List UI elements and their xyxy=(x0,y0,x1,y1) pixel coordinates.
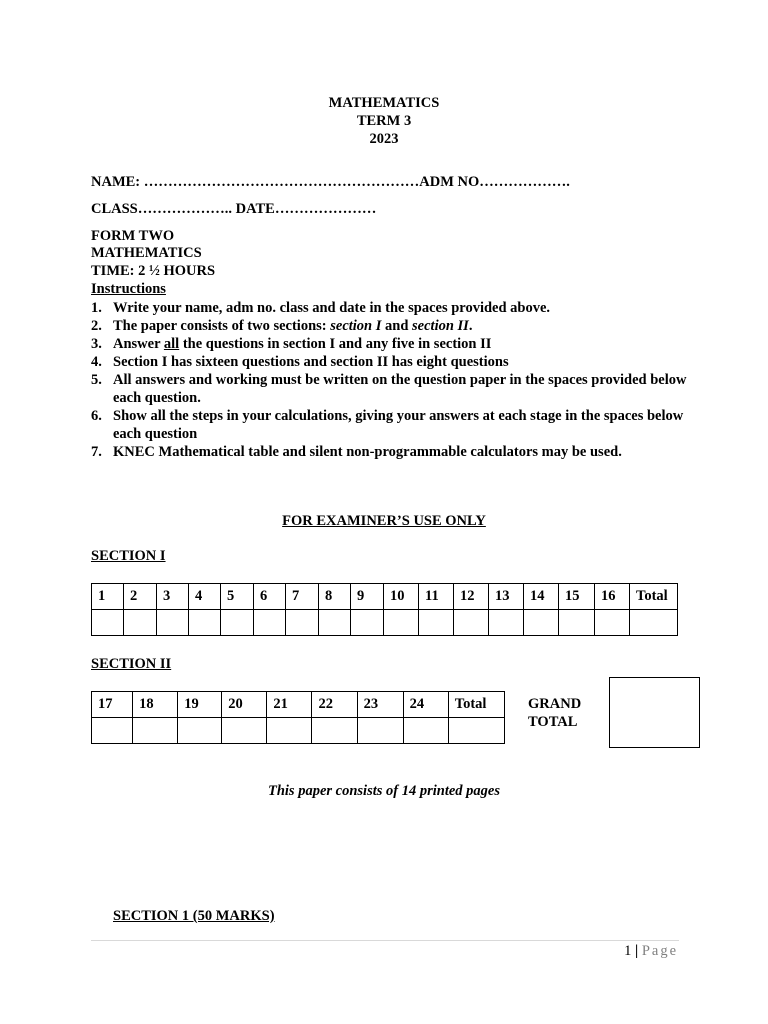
section1-score-cell xyxy=(595,610,630,636)
instruction-number: 1. xyxy=(91,300,102,316)
section2-score-row xyxy=(92,718,505,744)
section1-score-row xyxy=(92,610,678,636)
grand-total-box xyxy=(609,677,700,748)
instruction-text: KNEC Mathematical table and silent non-programmable calculators may be used. xyxy=(113,444,622,460)
section2-header-cell: 21 xyxy=(267,692,312,718)
section1-header-cell: 2 xyxy=(124,584,157,610)
section2-score-table xyxy=(91,691,505,744)
section1-header-cell: 3 xyxy=(157,584,189,610)
section1-score-cell xyxy=(384,610,419,636)
section1-score-cell xyxy=(489,610,524,636)
section1-score-cell xyxy=(319,610,351,636)
section1-score-cell xyxy=(351,610,384,636)
section1-header-row xyxy=(92,584,678,610)
section1-score-cell xyxy=(454,610,489,636)
section1-header-cell: 5 xyxy=(221,584,254,610)
instructions-heading: Instructions xyxy=(91,281,166,297)
page-footer xyxy=(624,943,678,960)
instruction-text: Write your name, adm no. class and date in the spaces provided above. xyxy=(113,300,551,316)
instruction-number: 2. xyxy=(91,318,102,334)
section1-header-cell: 4 xyxy=(189,584,221,610)
section1-score-cell xyxy=(157,610,189,636)
instruction-text: The paper consists of two sections: section I and section II. xyxy=(113,318,473,334)
instruction-number: 6. xyxy=(91,408,102,424)
section1-score-cell xyxy=(254,610,286,636)
section2-score-cell xyxy=(357,718,403,744)
section2-header-cell: 24 xyxy=(403,692,448,718)
subject-title: MATHEMATICS xyxy=(328,95,440,111)
year-title: 2023 xyxy=(369,131,399,147)
section1-header-cell: 9 xyxy=(351,584,384,610)
instruction-item xyxy=(91,407,691,443)
section1-score-cell xyxy=(124,610,157,636)
section2-score-cell xyxy=(403,718,448,744)
title-block xyxy=(0,94,768,148)
instruction-item xyxy=(91,335,691,353)
section1-header-cell: 13 xyxy=(489,584,524,610)
section1-label: SECTION I xyxy=(91,548,166,564)
instruction-item xyxy=(91,299,691,317)
section1-score-cell xyxy=(559,610,595,636)
section2-score-cell xyxy=(267,718,312,744)
page-separator: | xyxy=(634,943,639,959)
section1-header-cell: 14 xyxy=(524,584,559,610)
section1-score-cell xyxy=(524,610,559,636)
section2-header-cell: Total xyxy=(448,692,504,718)
grand-total-line1: GRAND xyxy=(528,696,582,712)
instruction-item xyxy=(91,443,691,461)
instruction-text: Show all the steps in your calculations, giving your answers at each stage in the spaces below each question xyxy=(113,408,684,442)
instruction-item xyxy=(91,371,691,407)
instruction-item xyxy=(91,353,691,371)
section1-header-cell: 8 xyxy=(319,584,351,610)
instructions-list xyxy=(91,299,691,461)
instruction-number: 5. xyxy=(91,372,102,388)
printed-pages-note: This paper consists of 14 printed pages xyxy=(267,783,500,799)
section1-header-cell: 16 xyxy=(595,584,630,610)
section2-header-cell: 23 xyxy=(357,692,403,718)
section2-header-cell: 18 xyxy=(133,692,178,718)
section1-score-cell xyxy=(92,610,124,636)
footer-divider xyxy=(91,940,679,941)
name-adm-line: NAME: …………………………………………………ADM NO………………. xyxy=(91,174,570,190)
section1-header-cell: Total xyxy=(630,584,678,610)
form-label: FORM TWO xyxy=(91,228,175,244)
section2-header-cell: 22 xyxy=(312,692,357,718)
section1-score-cell xyxy=(221,610,254,636)
grand-total-line2: TOTAL xyxy=(528,714,578,730)
section1-header-cell: 11 xyxy=(419,584,454,610)
section1-header-cell: 7 xyxy=(286,584,319,610)
page-number: 1 xyxy=(624,943,632,959)
section1-score-cell xyxy=(419,610,454,636)
section2-header-cell: 20 xyxy=(222,692,267,718)
section2-score-cell xyxy=(312,718,357,744)
section1-title: SECTION 1 (50 MARKS) xyxy=(113,908,275,924)
section1-header-cell: 6 xyxy=(254,584,286,610)
section1-score-cell xyxy=(630,610,678,636)
subject-label: MATHEMATICS xyxy=(91,245,202,261)
instruction-text: Answer all the questions in section I and any five in section II xyxy=(113,336,492,352)
instruction-text: All answers and working must be written on the question paper in the spaces provided below each question. xyxy=(113,372,687,406)
section1-score-cell xyxy=(189,610,221,636)
section2-score-cell xyxy=(222,718,267,744)
section2-score-cell xyxy=(178,718,222,744)
instruction-number: 7. xyxy=(91,444,102,460)
section2-header-cell: 19 xyxy=(178,692,222,718)
section2-label: SECTION II xyxy=(91,656,172,672)
term-title: TERM 3 xyxy=(356,113,412,129)
examiner-heading: FOR EXAMINER’S USE ONLY xyxy=(282,513,486,529)
instruction-item xyxy=(91,317,691,335)
grand-total-label xyxy=(528,695,581,731)
section1-header-cell: 15 xyxy=(559,584,595,610)
instruction-number: 3. xyxy=(91,336,102,352)
section1-header-cell: 12 xyxy=(454,584,489,610)
section1-header-cell: 1 xyxy=(92,584,124,610)
section1-header-cell: 10 xyxy=(384,584,419,610)
section1-score-cell xyxy=(286,610,319,636)
section2-score-cell xyxy=(448,718,504,744)
section2-header-cell: 17 xyxy=(92,692,133,718)
section2-score-cell xyxy=(92,718,133,744)
page-word: Page xyxy=(641,943,678,959)
instruction-text: Section I has sixteen questions and section II has eight questions xyxy=(113,354,509,370)
section2-header-row xyxy=(92,692,505,718)
section2-score-cell xyxy=(133,718,178,744)
time-label: TIME: 2 ½ HOURS xyxy=(91,263,216,279)
class-date-line: CLASS……………….. DATE………………… xyxy=(91,201,377,217)
section1-score-table xyxy=(91,583,678,636)
instruction-number: 4. xyxy=(91,354,102,370)
